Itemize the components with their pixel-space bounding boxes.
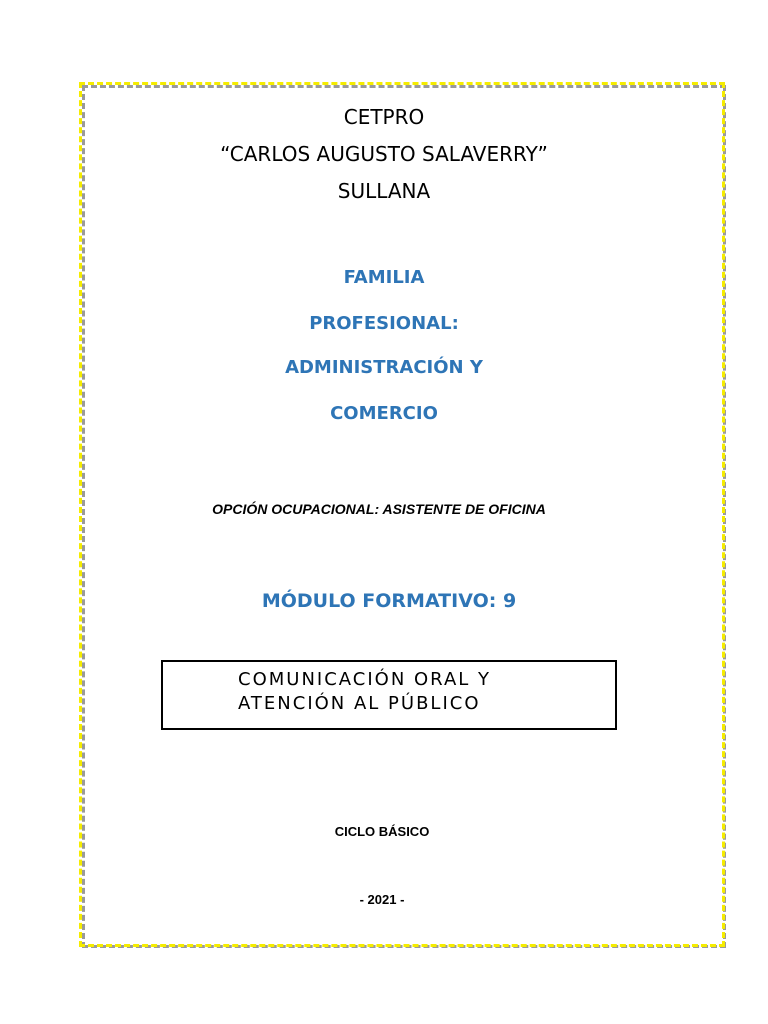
- familia-line-3: ADMINISTRACIÓN Y: [285, 357, 483, 378]
- institution-name: CETPRO: [343, 105, 425, 129]
- course-title-line-2: ATENCIÓN AL PÚBLICO: [238, 693, 481, 714]
- course-title-line-1: COMUNICACIÓN ORAL Y: [238, 669, 492, 690]
- year-label: - 2021 -: [359, 892, 405, 907]
- course-title-box: [161, 660, 617, 730]
- familia-line-1: FAMILIA: [343, 267, 425, 288]
- modulo-formativo: MÓDULO FORMATIVO: 9: [261, 590, 517, 612]
- ciclo-label: CICLO BÁSICO: [334, 824, 430, 839]
- city-name: SULLANA: [337, 179, 431, 203]
- familia-line-2: PROFESIONAL:: [309, 313, 459, 334]
- opcion-ocupacional: OPCIÓN OCUPACIONAL: ASISTENTE DE OFICINA: [212, 501, 546, 517]
- familia-line-4: COMERCIO: [330, 403, 438, 424]
- school-name: “CARLOS AUGUSTO SALAVERRY”: [220, 142, 548, 166]
